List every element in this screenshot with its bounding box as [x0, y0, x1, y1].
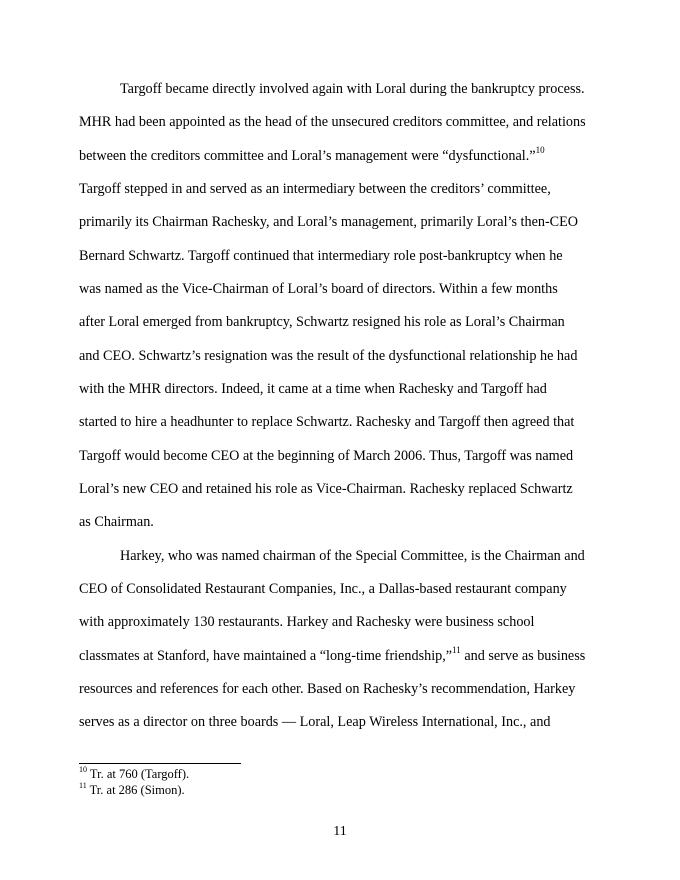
paragraph-1-line-12: Targoff would become CEO at the beginning of March 2006. Thus, Targoff was named: [79, 448, 574, 464]
footnote-11: [79, 780, 185, 798]
paragraph-1-line-9: and CEO. Schwartz’s resignation was the result of the dysfunctional relationship he had: [79, 348, 578, 364]
footnote-10: [79, 764, 190, 782]
paragraph-2-line-4-tail: and serve as business: [460, 648, 586, 664]
paragraph-2-line-1: Harkey, who was named chairman of the Special Committee, is the Chairman and: [120, 548, 585, 564]
paragraph-1-line-1: Targoff became directly involved again with Loral during the bankruptcy process.: [120, 81, 585, 97]
paragraph-1-line-4: Targoff stepped in and served as an intermediary between the creditors’ committee,: [79, 181, 551, 197]
paragraph-1-line-3-text: between the creditors committee and Loral’s management were “dysfunctional.”: [79, 148, 536, 164]
paragraph-1-line-13: Loral’s new CEO and retained his role as Vice-Chairman. Rachesky replaced Schwartz: [79, 481, 573, 497]
footnote-ref-10[interactable]: 10: [535, 145, 545, 156]
footnote-text-10: Tr. at 760 (Targoff).: [87, 767, 190, 781]
paragraph-1-line-6: Bernard Schwartz. Targoff continued that intermediary role post-bankruptcy when he: [79, 248, 563, 264]
paragraph-2-line-6: serves as a director on three boards — Loral, Leap Wireless International, Inc., and: [79, 714, 551, 730]
footnote-number-11: 11: [79, 780, 87, 790]
paragraph-1-line-5: primarily its Chairman Rachesky, and Loral’s management, primarily Loral’s then-CEO: [79, 214, 579, 230]
footnote-number-10: 10: [79, 764, 87, 774]
paragraph-1-line-14: as Chairman.: [79, 514, 154, 530]
footnote-text-11: Tr. at 286 (Simon).: [86, 783, 185, 797]
paragraph-2-line-4-text: classmates at Stanford, have maintained a “long-time friendship,”: [79, 648, 453, 664]
paragraph-2-line-4: [79, 646, 609, 666]
paragraph-1-line-11: started to hire a headhunter to replace Schwartz. Rachesky and Targoff then agreed that: [79, 414, 575, 430]
paragraph-1-line-7: was named as the Vice-Chairman of Loral’s board of directors. Within a few months: [79, 281, 558, 297]
footnote-separator: [79, 763, 241, 764]
paragraph-2-line-3: with approximately 130 restaurants. Harkey and Rachesky were business school: [79, 614, 535, 630]
paragraph-2-line-2: CEO of Consolidated Restaurant Companies, Inc., a Dallas-based restaurant company: [79, 581, 567, 597]
paragraph-1-line-3: [79, 146, 609, 166]
paragraph-2-line-5: resources and references for each other. Based on Rachesky’s recommendation, Harkey: [79, 681, 576, 697]
page-number: 11: [333, 824, 347, 839]
footnote-ref-11[interactable]: 11: [452, 645, 461, 656]
paragraph-1-line-10: with the MHR directors. Indeed, it came at a time when Rachesky and Targoff had: [79, 381, 547, 397]
paragraph-1-line-2: MHR had been appointed as the head of the unsecured creditors committee, and relations: [79, 114, 586, 130]
paragraph-1-line-8: after Loral emerged from bankruptcy, Schwartz resigned his role as Loral’s Chairman: [79, 314, 565, 330]
